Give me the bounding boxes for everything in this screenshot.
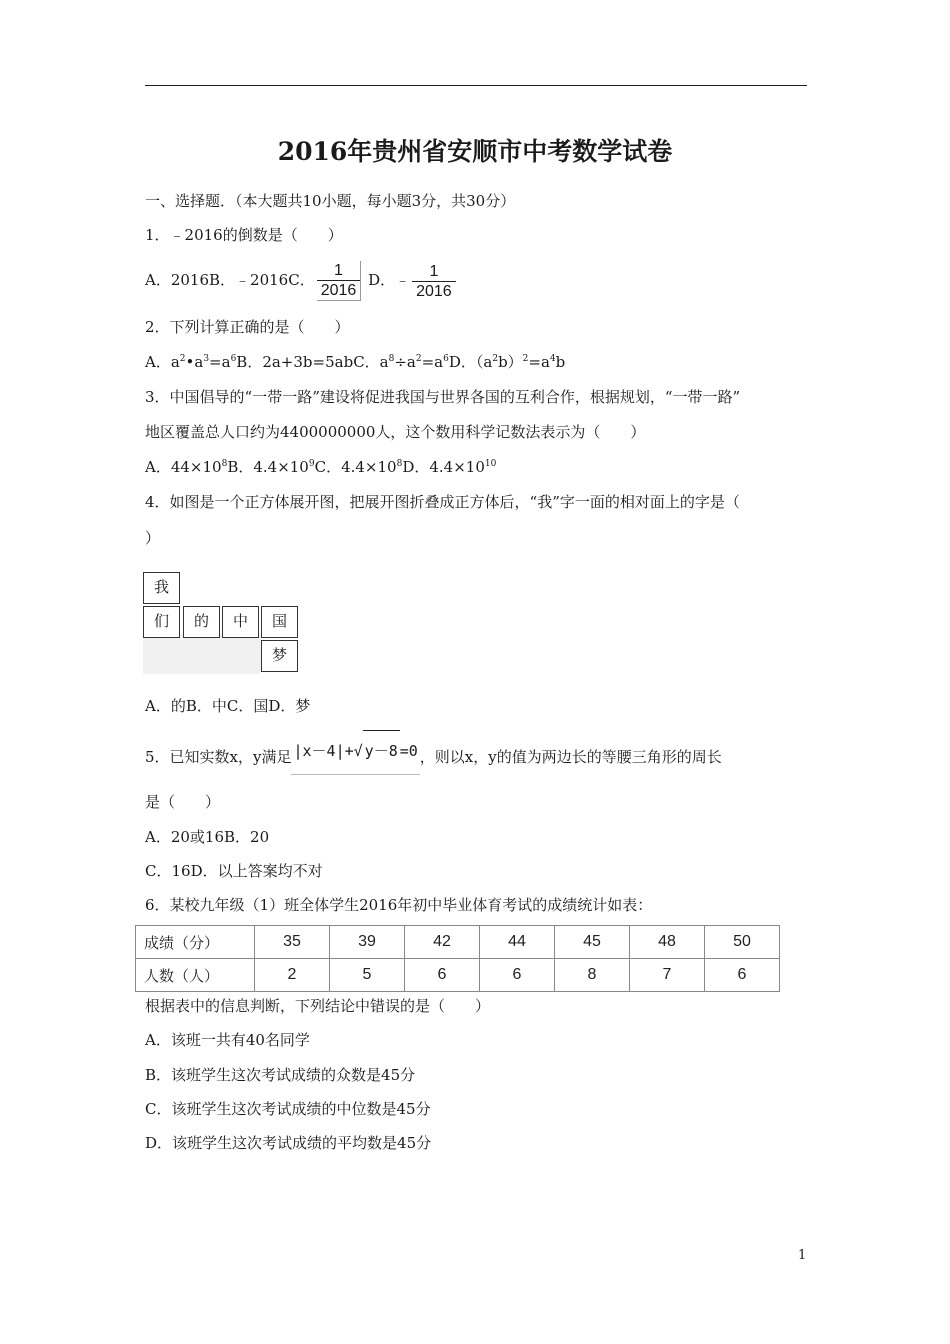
table-cell: 45 xyxy=(555,926,630,959)
table-cell: 39 xyxy=(330,926,405,959)
question-4-stem-line1: 4．如图是一个正方体展开图，把展开图折叠成正方体后，“我”字一面的相对面上的字是（ xyxy=(145,493,740,511)
question-6-prompt: 根据表中的信息判断，下列结论中错误的是（ ） xyxy=(145,997,491,1015)
page-title: 2016年贵州省安顺市中考数学试卷 xyxy=(277,137,673,166)
q1-option-b: B．﹣2016 xyxy=(209,271,289,289)
q1-fraction-d: $\frac{1}{2016}$ xyxy=(412,262,456,301)
question-1-stem: 1．﹣2016的倒数是（ ） xyxy=(145,226,343,244)
table-cell: 6 xyxy=(480,959,555,992)
question-5-stem-line2: 是（ ） xyxy=(145,793,221,811)
question-3-options: A．$44\times 10^8B$．$4.4\times 10^9C$．$4.4\times 10^8D$．$4.4\times 10^{10}$ xyxy=(145,458,497,476)
net-shading xyxy=(143,634,261,674)
table-cell: 48 xyxy=(630,926,705,959)
question-4-options: A．的B．中C．国D．梦 xyxy=(145,697,311,715)
q1-option-d: D．﹣ xyxy=(368,271,411,289)
question-5-stem: 5．已知实数x，y满足 |x－4|+√ y－8 =0 ，则以x，y的值为两边长的等腰三角形的周长 xyxy=(145,730,722,777)
q1-option-c: C． xyxy=(288,271,315,289)
question-3-stem-line1: 3．中国倡导的“一带一路”建设将促进我国与世界各国的互利合作，根据规划，“一带一路” xyxy=(145,388,741,406)
question-2-options: A．$a^2•a^3=a^6B$．2a+3b=5abC．$a^8\div a^2=a^6D$．$(a^2b)^2=a^4b$ xyxy=(145,353,566,371)
table-cell: 7 xyxy=(630,959,705,992)
section-heading: 一、选择题．（本大题共10小题，每小题3分，共30分） xyxy=(145,192,516,210)
question-2-stem: 2．下列计算正确的是（ ） xyxy=(145,318,350,336)
q1-option-a: A．2016 xyxy=(145,271,210,289)
table-cell: 6 xyxy=(705,959,780,992)
table-cell: 5 xyxy=(330,959,405,992)
question-6-option-b: B．该班学生这次考试成绩的众数是45分 xyxy=(145,1066,416,1084)
question-6-stem: 6．某校九年级（1）班全体学生2016年初中毕业体育考试的成绩统计如表： xyxy=(145,896,653,914)
question-5-options-cd: C．16D．以上答案均不对 xyxy=(145,862,323,880)
table-cell: 42 xyxy=(405,926,480,959)
question-6-option-c: C．该班学生这次考试成绩的中位数是45分 xyxy=(145,1100,431,1118)
page-number: 1 xyxy=(798,1248,807,1263)
net-cell-zhong: 中 xyxy=(222,606,259,638)
table-cell: 2 xyxy=(255,959,330,992)
table-cell: 6 xyxy=(405,959,480,992)
net-cell-wo: 我 xyxy=(143,572,180,604)
net-cell-meng: 梦 xyxy=(261,640,298,672)
net-cell-de: 的 xyxy=(183,606,220,638)
table-header-score: 成绩（分） xyxy=(136,926,255,959)
question-4-stem-line2: ） xyxy=(145,529,161,547)
net-cell-men: 们 xyxy=(143,606,180,638)
table-header-count: 人数（人） xyxy=(136,959,255,992)
question-6-option-d: D．该班学生这次考试成绩的平均数是45分 xyxy=(145,1134,432,1152)
q1-fraction-c: $\frac{1}{2016}$ xyxy=(317,261,362,301)
q5-equation: |x－4|+√ y－8 =0 xyxy=(291,730,419,775)
question-6-option-a: A．该班一共有40名同学 xyxy=(145,1031,310,1049)
table-cell: 44 xyxy=(480,926,555,959)
question-3-stem-line2: 地区覆盖总人口约为4400000000人，这个数用科学记数法表示为（ ） xyxy=(145,423,646,441)
net-cell-guo: 国 xyxy=(261,606,298,638)
question-5-options-ab: A．20或16B．20 xyxy=(145,828,270,846)
cube-net-figure xyxy=(143,572,299,676)
table-row xyxy=(136,959,780,992)
header-rule xyxy=(145,85,807,86)
question-1-options xyxy=(145,258,458,302)
table-cell: 8 xyxy=(555,959,630,992)
table-row xyxy=(136,926,780,959)
table-cell: 50 xyxy=(705,926,780,959)
table-cell: 35 xyxy=(255,926,330,959)
score-table xyxy=(135,925,780,992)
